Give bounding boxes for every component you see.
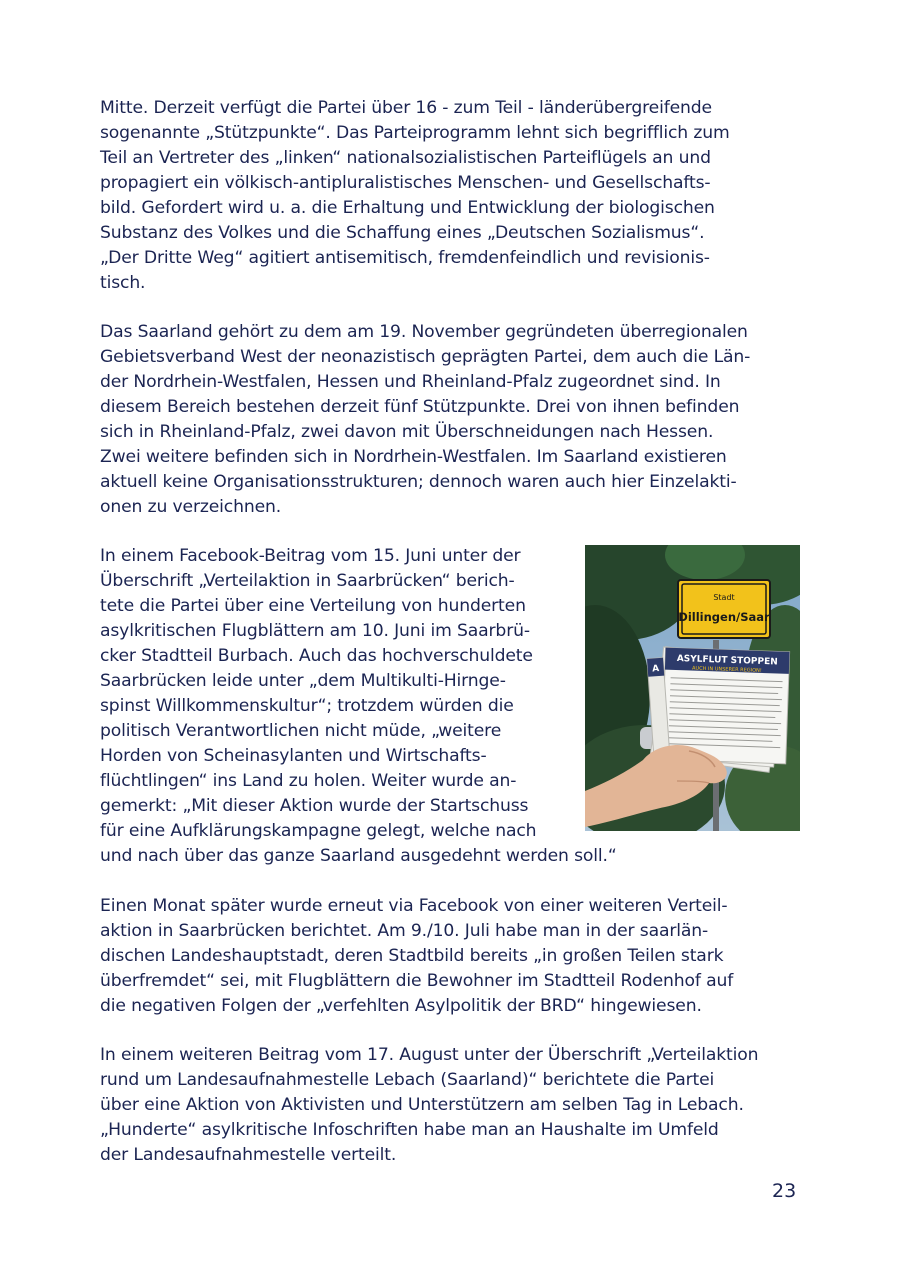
text-line: sogenannte „Stützpunkte“. Das Parteiprogramm lehnt sich begrifflich zum [100, 123, 730, 143]
text-line: onen zu verzeichnen. [100, 497, 282, 517]
text-line: diesem Bereich bestehen derzeit fünf Stützpunkte. Drei von ihnen befinden [100, 397, 740, 417]
flyer-subtitle: AUCH IN UNSERER REGION! [691, 665, 762, 674]
text-line: der Nordrhein-Westfalen, Hessen und Rheinland-Pfalz zugeordnet sind. In [100, 372, 721, 392]
text-line: tete die Partei über eine Verteilung von hunderten [100, 596, 526, 616]
text-line: flüchtlingen“ ins Land zu holen. Weiter wurde an- [100, 771, 517, 791]
paragraph-4 [100, 894, 733, 1019]
flyer-photo [585, 545, 800, 831]
text-line: Gebietsverband West der neonazistisch geprägten Partei, dem auch die Län- [100, 347, 751, 367]
sign-small-text: Stadt [713, 593, 735, 602]
text-line: politisch Verantwortlichen nicht müde, „weitere [100, 721, 502, 741]
text-line: spinst Willkommenskultur“; trotzdem würden die [100, 696, 514, 716]
text-line: Einen Monat später wurde erneut via Facebook von einer weiteren Verteil- [100, 896, 728, 916]
text-line: tisch. [100, 273, 146, 293]
text-line: Das Saarland gehört zu dem am 19. November gegründeten überregionalen [100, 322, 748, 342]
text-line: der Landesaufnahmestelle verteilt. [100, 1145, 397, 1165]
text-line: Teil an Vertreter des „linken“ nationalsozialistischen Parteiflügels an und [100, 148, 711, 168]
text-line: überfremdet“ sei, mit Flugblättern die Bewohner im Stadtteil Rodenhof auf [100, 971, 734, 991]
paragraph-1 [100, 96, 730, 296]
text-line: dischen Landeshauptstadt, deren Stadtbild bereits „in großen Teilen stark [100, 946, 724, 966]
text-line: „Hunderte“ asylkritische Infoschriften habe man an Haushalte im Umfeld [100, 1120, 719, 1140]
text-line: Mitte. Derzeit verfügt die Partei über 16 - zum Teil - länderübergreifende [100, 98, 712, 118]
text-line: gemerkt: „Mit dieser Aktion wurde der Startschuss [100, 796, 529, 816]
text-line: aktuell keine Organisationsstrukturen; dennoch waren auch hier Einzelakti- [100, 472, 737, 492]
paragraph-5 [100, 1043, 758, 1168]
text-line: die negativen Folgen der „verfehlten Asylpolitik der BRD“ hingewiesen. [100, 996, 702, 1016]
text-line: Saarbrücken leide unter „dem Multikulti-Hirnge- [100, 671, 506, 691]
text-line: Zwei weitere befinden sich in Nordrhein-Westfalen. Im Saarland existieren [100, 447, 727, 467]
text-line: Horden von Scheinasylanten und Wirtschafts- [100, 746, 487, 766]
text-line: asylkritischen Flugblättern am 10. Juni im Saarbrü- [100, 621, 530, 641]
text-line: aktion in Saarbrücken berichtet. Am 9./10. Juli habe man in der saarlän- [100, 921, 709, 941]
flyer-edge-text: A [651, 663, 660, 675]
text-line: bild. Gefordert wird u. a. die Erhaltung und Entwicklung der biologischen [100, 198, 715, 218]
text-line: Substanz des Volkes und die Schaffung eines „Deutschen Sozialismus“. [100, 223, 705, 243]
text-line: In einem weiteren Beitrag vom 17. August unter der Überschrift „Verteilaktion [100, 1045, 759, 1065]
text-line: sich in Rheinland-Pfalz, zwei davon mit Überschneidungen nach Hessen. [100, 422, 714, 442]
paragraph-3 [100, 544, 617, 869]
text-line: rund um Landesaufnahmestelle Lebach (Saarland)“ berichtete die Partei [100, 1070, 715, 1090]
sign-town-name: Dillingen/Saar [678, 610, 770, 624]
text-line: cker Stadtteil Burbach. Auch das hochverschuldete [100, 646, 533, 666]
text-line: In einem Facebook-Beitrag vom 15. Juni unter der [100, 546, 521, 566]
text-line: und nach über das ganze Saarland ausgedehnt werden soll.“ [100, 846, 617, 866]
flyer-title: ASYLFLUT STOPPEN [676, 653, 778, 668]
paragraph-2 [100, 320, 750, 520]
page-number: 23 [772, 1180, 797, 1202]
text-line: „Der Dritte Weg“ agitiert antisemitisch, fremdenfeindlich und revisionis- [100, 248, 710, 268]
text-line: über eine Aktion von Aktivisten und Unterstützern am selben Tag in Lebach. [100, 1095, 744, 1115]
text-line: für eine Aufklärungskampagne gelegt, welche nach [100, 821, 537, 841]
text-line: propagiert ein völkisch-antipluralistisches Menschen- und Gesellschafts- [100, 173, 711, 193]
text-line: Überschrift „Verteilaktion in Saarbrücken“ berich- [100, 571, 515, 591]
